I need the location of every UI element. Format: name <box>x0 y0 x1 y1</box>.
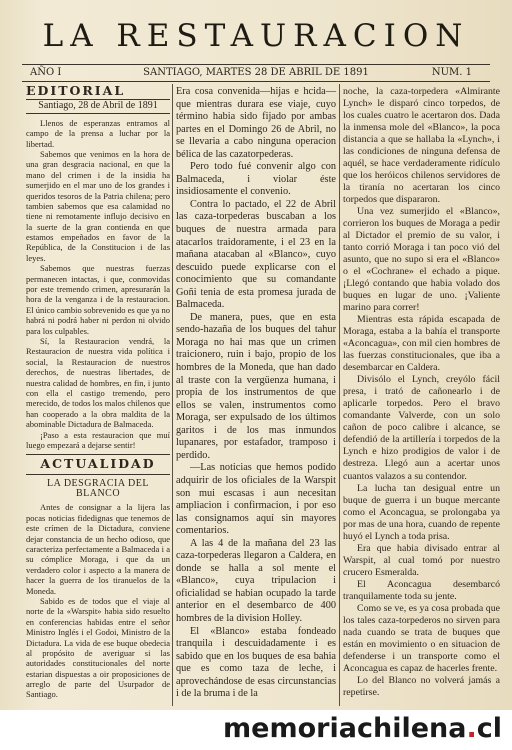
actualidad-heading: ACTUALIDAD <box>40 456 156 472</box>
dateline-bar <box>22 64 490 82</box>
actualidad-paragraph: A las 4 de la mañana del 23 las caza-torpederas llegaron a Caldera, en donde se halla a sol mente el «Blanco», cuya tripulacion i oficialidad se habian ocupado la tarde anterior en el desembarco de 400 hombres de la division Holley. <box>176 537 336 624</box>
actualidad-paragraph: Antes de consignar a la lijera las pocas noticias fidedignas que tenemos de este crímen de la Dictadura, conviene dejar constancia de un hecho odioso, que caracteriza perfectamente a Balmaceda i a su cómplice Moraga, i que da un verdadero color i aspecto a la manera de hacer la guerra de los tiranuelos de la Moneda. <box>26 502 170 596</box>
column3-paragraph: La lucha tan desigual entre un buque de guerra i un buque mercante como el Aconcagua, se prolongaba ya por mas de una hora, cuando de repente huyó el Lynch a toda prisa. <box>343 482 500 542</box>
watermark-suffix: cl <box>476 713 502 744</box>
column-2 <box>176 86 336 701</box>
column3-paragraph: Lo del Blanco no volverá jamás a repetirse. <box>343 674 500 698</box>
column3-paragraph: El Aconcagua desembarcó tranquilamente toda su jente. <box>343 578 500 602</box>
issue-number: NUM. 1 <box>431 67 472 78</box>
actualidad-paragraph: Contra lo pactado, el 22 de Abril las caza-torpederas buscaban a los buques de nuestra armada para atacarlos traidoramente, i el 23 en la mañana atacaban al «Blanco», cuyo descuido puede explicarse con el conocimiento que su comandante Goñi tenia de esta promesa jurada de Balmaceda. <box>176 198 336 311</box>
actualidad-paragraph: Sabido es de todos que el viaje al norte de la «Warspit» habia sido resuelto en conferencias habidas entre el señor Ministro Inglés i el Godoi, Ministro de la Dictadura. La vida de ese buque obedecia al propósito de averiguar si las autoridades constitucionales del norte estarian dispuestas a oir proposiciones de arreglo de parte del Usurpador de Santiago. <box>26 595 170 700</box>
editorial-date: Santiago, 28 de Abril de 1891 <box>26 99 170 113</box>
editorial-paragraph: ¡Paso a esta restauracion que muí luego empezará a dejarse sentir! <box>26 429 170 450</box>
column3-paragraph: Una vez sumerjido el «Blanco», corrieron los buques de Moraga a pedir al Dictador el premio de su valor, i tanto corrió Moraga i tan poco vió del asunto, que no supo si era el «Blanco» o el «Cochrane» el echado a pique. ¡Llegó contando que habia volado dos buques en lugar de uno. ¡Valiente marino para correr! <box>343 206 500 314</box>
actualidad-paragraph: De manera, pues, que en esta sendo-hazaña de los buques del tahur Moraga no hai mas que un crimen traicionero, ruin i bajo, propio de los hombres de la Moneda, que han dado al traste con la vergüenza humana, i propia de los instrumentos de que ellos se valen, instrumentos como Moraga, ser expulsado de los últimos garitos i de los mas inmundos lupanares, por estafador, tramposo i perdido. <box>176 311 336 461</box>
column-3 <box>343 86 500 699</box>
actualidad-paragraph: Era cosa convenida—hijas e hcida—que mientras durara ese viaje, cuyo término habia sido fijado por ambas partes en el Domingo 26 de Abril, no se llevaria a cabo ninguna operacion bélica de las cazatorpederas. <box>176 86 336 160</box>
editorial-paragraph: Sabemos que venimos en la hora de una gran desgracia nacional, en que la mano del crimen i de la insidia ha sumerjido en el mar uno de los grandes i queridos tesoros de la Patria chilena; pero tambien sabemos que esa calamidad no tiene ni remotamente influjo decisivo en la suerte de la gran contienda en que estamos empeñados en favor de la República, de la Constitucion i de las leyes. <box>26 148 170 263</box>
editorial-paragraph: Sabemos que nuestras fuerzas permanecen intactas, i que, conmovidas por este tremendo crimen, apresurarán la hora de la venganza i de la restauracion. El único cambio sobrevenido es que ya no habrá ni podrá haber ni perdon ni olvido para los culpables. <box>26 263 170 336</box>
column3-paragraph: noche, la caza-torpedera «Almirante Lynch» le disparó cinco torpedos, de los cuales cuatro le acertaron dos. Dada la inmensa mole del «Blanco», la poca distancia a que se hallaba la «Lynch», i las condiciones de ninguna defensa de aquél, se hace verdaderamente ridículo que los heróicos chilenos servidores de la tiranía no acertaran los cinco torpedos que dispararon. <box>343 86 500 206</box>
dateline-text: SANTIAGO, MARTES 28 DE ABRIL DE 1891 <box>143 67 369 78</box>
column-divider-1 <box>172 84 173 706</box>
editorial-heading: EDITORIAL <box>26 83 126 98</box>
actualidad-subheading: LA DESGRACIA DEL BLANCO <box>47 477 149 500</box>
column3-paragraph: Mientras esta rápida escapada de Moraga, estaba a la bahía el transporte «Aconcagua», con mil cien hombres de las fuerzas constitucionales, que iba a desembarcar en Caldera. <box>343 314 500 374</box>
column3-paragraph: Como se ve, es ya cosa probada que los tales caza-torpederos no sirven para nada cuando se trata de buques que están en movimiento o en situacion de defenderse i un transporte como el Aconcagua es capaz de hacerles frente. <box>343 602 500 674</box>
column-divider-2 <box>339 84 340 706</box>
editorial-paragraph: Sí, la Restauracion vendrá, la Restauracion de nuestra vida política i social, la Restauracion de nuestros derechos, de nuestras libertades, de nuestra calidad de hombres, en fin, i junto con ella el castigo tremendo, pero merecido, de todos los malos chilenos que han cooperado a la obra maldita de la abominable Dictadura de Balmaceda. <box>26 335 170 430</box>
column3-paragraph: Era que habia divisado entrar al Warspit, al cual tomó por nuestro crucero Esmeralda. <box>343 542 500 578</box>
actualidad-paragraph: —Las noticias que hemos podido adquirir de los oficiales de la Warspit son mui escasas i aun necesitan ampliacion i confirmacion, i por eso las consignamos aquí sin mayores comentarios. <box>176 462 336 537</box>
actualidad-paragraph: Pero todo fué convenir algo con Balmaceda, i violar éste insidiosamente el convenio. <box>176 161 336 198</box>
watermark-dot: . <box>466 713 477 744</box>
editorial-paragraph: Llenos de esperanzas entramos al campo de la prensa a luchar por la libertad. <box>26 117 170 149</box>
actualidad-paragraph: El «Blanco» estaba fondeado tranquila i descuidadamente i es sabido que en los buques de esa bahia que es como taza de leche, i aprovechándose de esas circunstancias i de la bruma i de la <box>176 625 336 700</box>
watermark-logo[interactable] <box>223 713 502 744</box>
column3-paragraph: Divisólo el Lynch, creyólo fácil presa, i trató de cañonearlo i de aplicarle torpedos. Pero el bravo comandante Valverde, con un solo cañon de poco calibre i alcance, se defendió de la artillería i torpedos de la Lynch e hizo prodigios de valor i de destreza. Llegó aun a acertar unos cuantos valazos a su contendor. <box>343 374 500 482</box>
column-1 <box>26 84 170 700</box>
newspaper-title: LA RESTAURACION <box>42 18 470 54</box>
watermark-text: memoriachilena <box>223 713 467 744</box>
year-label: AÑO I <box>30 67 62 78</box>
section-rule <box>26 454 170 455</box>
section-rule <box>26 474 170 475</box>
